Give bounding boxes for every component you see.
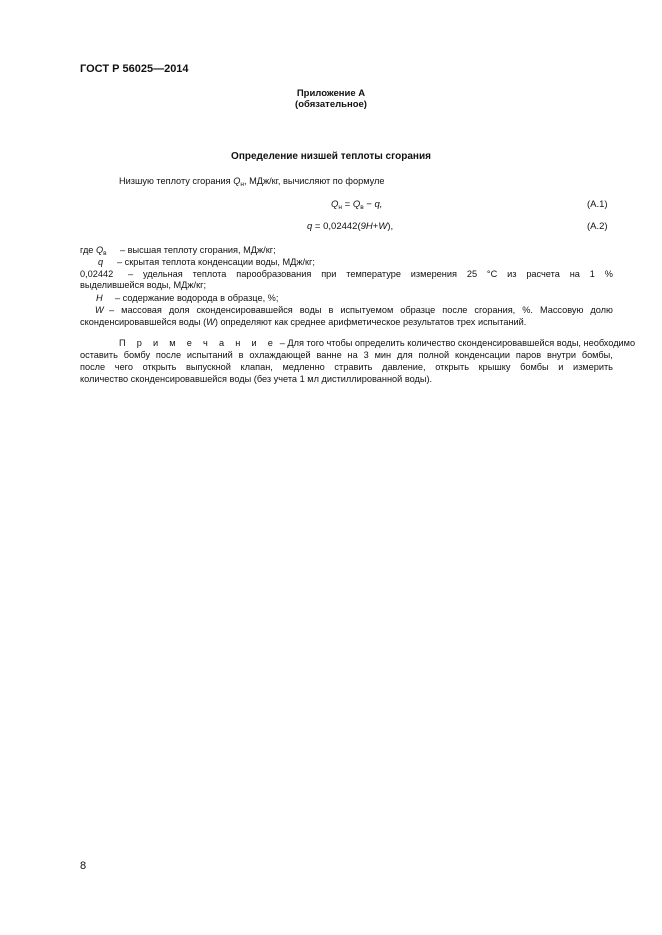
note-line2-word: на [347,350,358,360]
f2-q: q [307,221,313,232]
note-line3-word: открыть [435,362,470,372]
c-line1-word: °С [486,269,498,279]
where-w-var [95,305,104,315]
intro-paragraph [119,176,384,188]
where-qv-sub: в [103,250,107,257]
note-line3-word: измерить [572,362,613,372]
note-line3 [80,362,613,372]
note-line2 [80,350,613,360]
c-line1-word: парообразования [236,269,312,279]
where-q-desc: – скрытая теплота конденсации воды, МДж/кг; [117,257,315,267]
note-line2-word: после [155,350,182,360]
where-qv-var: Q [95,245,104,255]
standard-header: ГОСТ Р 56025—2014 [80,63,189,75]
c-line1-word: измерения [410,269,457,279]
where-qv [80,245,107,257]
c-line1-word: 1 [589,269,595,279]
intro-pre: Низшую теплоту сгорания [119,176,234,186]
note-line2-word: охлаждающей [249,350,311,360]
page-number: 8 [80,860,87,872]
c-line1-word: на [569,269,580,279]
note-line2-word: испытаний [186,350,233,360]
where-qv-desc: – высшая теплоту сгорания, МДж/кг; [120,245,276,255]
f1-rest: − q, [363,199,383,210]
where-w-line1 [109,305,613,315]
note-line2-word: бомбу [123,350,151,360]
note-line1-rest: – Для того чтобы определить количество сконденсировавшейся воды, необходимо [277,338,636,348]
w-line1-word: долю [590,305,613,315]
w-line1-word: %. [522,305,533,315]
note-line3-word: давление, [382,362,426,372]
c-line1-word: теплота [192,269,227,279]
note-line3-word: медленно [282,362,325,372]
where-w-line2 [80,317,526,327]
note-line1 [119,338,635,348]
w-line1-word: – [109,305,115,315]
w-line1-word: испытуемом [340,305,394,315]
intro-var: Q [233,176,241,186]
note-line3-word: после [80,362,106,372]
annex-title: Приложение А [296,88,366,99]
f1-eq: = [341,199,353,210]
formula-a2-number: (А.2) [587,221,608,232]
note-line3-word: бомбы [520,362,549,372]
w-line1-word: сгорания, [474,305,516,315]
where-h-desc: – содержание водорода в образце, %; [115,293,279,303]
f2-post: ), [387,221,394,232]
note-line3-word: чего [114,362,133,372]
note-line2-word: полной [418,350,450,360]
intro-post: , МДж/кг, вычисляют по формуле [243,176,385,186]
note-line2-word: бомбы, [581,350,613,360]
note-line2-word: оставить [80,350,118,360]
c-line1-word: из [507,269,517,279]
c-line1-word: температуре [346,269,401,279]
section-title: Определение низшей теплоты сгорания [231,151,431,162]
w-line1-word: воды [299,305,322,315]
w-line1-word: Массовую [539,305,584,315]
w-line1-word: в [328,305,334,315]
intro-sub: н [240,181,244,188]
note-line2-word: мин [374,350,392,360]
f2-mid: = 0,02442( [312,221,361,232]
note-label: П р и м е ч а н и е [119,338,278,348]
note-line2-word: внутри [546,350,576,360]
note-line3-word: и [558,362,564,372]
c-line1-word: расчета [526,269,560,279]
where-q-var [98,257,103,267]
note-line2-word: 3 [363,350,369,360]
w-line1-word: образце [400,305,436,315]
c-line1-word: при [321,269,337,279]
f1-lhs-sub: н [338,204,342,211]
c-line1-word: % [604,269,613,279]
f2-plus: + [372,221,379,232]
where-q-var-text: q [98,257,104,267]
note-line3-word: стравить [334,362,373,372]
where-c-line2: выделившейся воды, МДж/кг; [80,280,207,290]
note-line2-word: паров [515,350,542,360]
note-line3-word: открыть [142,362,177,372]
where-c-val: 0,02442 [80,269,114,279]
note-line4: количество сконденсировавшейся воды (без учета 1 мл дистиллированной воды). [80,374,433,384]
f1-q1-sub: в [360,204,364,211]
c-line1-word: удельная [142,269,183,279]
note-line2-word: конденсации [454,350,511,360]
c-line1-word: – [128,269,134,279]
note-line2-word: в [238,350,244,360]
w-line1-word: доля [168,305,190,315]
w-line2-post: ) определяют как среднее арифметическое результатов трех испытаний. [214,317,527,327]
where-w-var-text: W [95,305,104,315]
f2-w: W [378,221,388,232]
note-line3-word: клапан, [240,362,273,372]
where-h-var [96,293,103,303]
where-h-var-text: H [96,293,103,303]
c-line1-word: 25 [466,269,478,279]
where-c-line1 [128,269,613,279]
note-line2-word: для [396,350,413,360]
annex-subtitle: (обязательное) [295,99,367,110]
f1-lhs: Q [331,199,339,210]
note-line2-word: ванне [316,350,342,360]
formula-a1-number: (А.1) [587,199,608,210]
formula-a1 [331,199,382,211]
w-line2-var: W [206,317,215,327]
where-lead: где [80,245,96,255]
w-line1-word: после [442,305,468,315]
w-line1-word: массовая [121,305,162,315]
formula-a2 [307,221,393,232]
f1-q1: Q [352,199,361,210]
f2-h: 9H [360,221,373,232]
w-line1-word: сконденсировавшейся [196,305,293,315]
w-line2-pre: сконденсировавшейся воды ( [80,317,207,327]
note-line3-word: выпускной [186,362,231,372]
note-line3-word: крышку [478,362,511,372]
